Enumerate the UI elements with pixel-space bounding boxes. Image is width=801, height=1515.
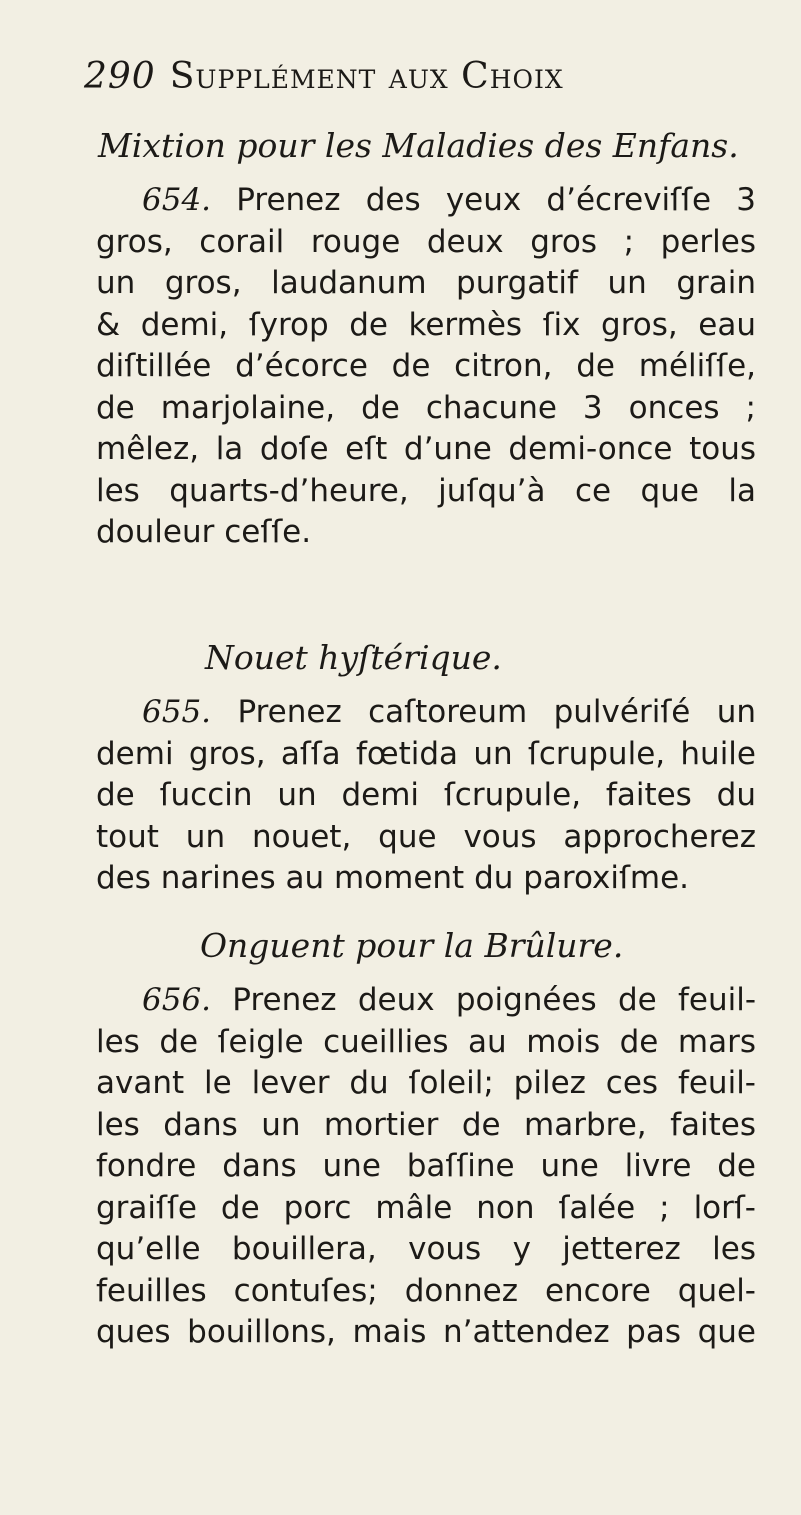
text-line: & demi, ſyrop de kermès ſix gros, eau	[96, 306, 756, 343]
text-line: 655. Prenez caſtoreum pulvériſé un	[142, 694, 757, 730]
text-line: un gros, laudanum purgatif un grain	[96, 265, 756, 301]
text-line: ques bouillons, mais n’attendez pas que	[96, 1314, 756, 1350]
text-line: mêlez, la doſe eſt d’une demi-once tous	[96, 431, 756, 467]
text-line: graiſſe de porc mâle non ſalée ; lorſ-	[96, 1189, 756, 1226]
text-line: fondre dans une baſſine une livre de	[96, 1148, 756, 1184]
running-title: Supplément aux Choix	[169, 56, 564, 97]
section-heading: Nouet hyſtérique.	[205, 638, 502, 677]
entry-number: 654.	[142, 182, 212, 218]
text-line: qu’elle bouillera, vous y jetterez les	[96, 1231, 756, 1267]
text-line: les dans un mortier de marbre, faites	[96, 1106, 756, 1143]
text-line: les de ſeigle cueillies au mois de mars	[96, 1023, 756, 1060]
text-line: demi gros, aſſa fœtida un ſcrupule, huile	[96, 735, 756, 772]
text-line: tout un nouet, que vous approcherez	[96, 818, 756, 855]
text-line: 656. Prenez deux poignées de feuil-	[142, 982, 757, 1018]
text-line: diſtillée d’écorce de citron, de méliſſe,	[96, 348, 756, 384]
text-line: avant le lever du ſoleil; pilez ces feuil-	[96, 1065, 756, 1101]
section-heading: Onguent pour la Brûlure.	[200, 926, 624, 965]
text-line: 654. Prenez des yeux d’écreviſſe 3	[142, 182, 756, 218]
text-line: de ſuccin un demi ſcrupule, faites du	[96, 777, 756, 813]
text-line: gros, corail rouge deux gros ; perles	[96, 223, 756, 260]
paragraph	[96, 980, 756, 1354]
entry-number: 656.	[142, 982, 212, 1018]
text-line: douleur ceſſe.	[96, 514, 312, 550]
text-line: de marjolaine, de chacune 3 onces ;	[96, 389, 756, 426]
paragraph	[96, 692, 756, 900]
running-header	[84, 56, 744, 97]
text-line: les quarts-d’heure, juſqu’à ce que la	[96, 472, 756, 509]
paragraph	[96, 180, 756, 554]
text-line: des narines au moment du paroxiſme.	[96, 860, 689, 896]
entry-number: 655.	[142, 694, 212, 730]
text-line: feuilles contuſes; donnez encore quel-	[96, 1272, 756, 1309]
section-heading: Mixtion pour les Maladies des Enfans.	[98, 126, 739, 165]
page-number: 290	[84, 56, 156, 97]
